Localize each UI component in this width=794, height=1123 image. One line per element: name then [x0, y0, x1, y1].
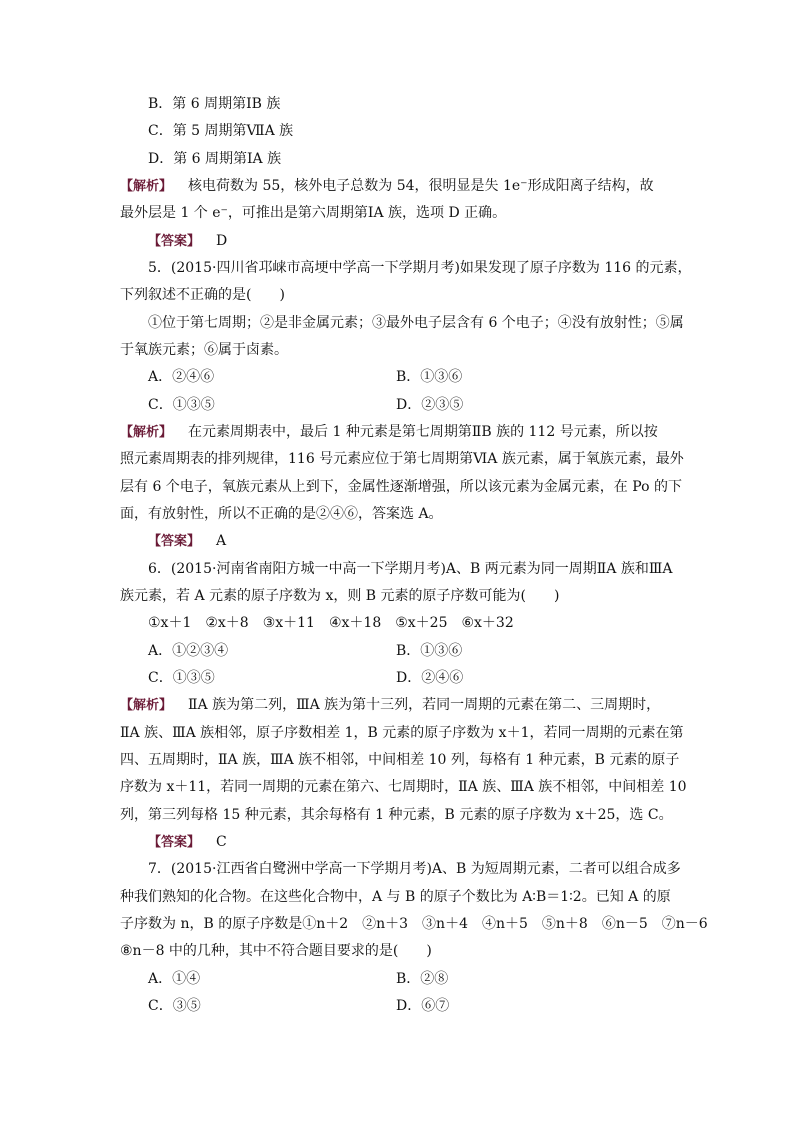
analysis-tag: 【解析】: [120, 179, 173, 194]
q4-option-b: B．第 6 周期第ⅠB 族: [148, 96, 281, 112]
q6-option-a: A．①②③④: [148, 643, 229, 659]
q5-option-b: B．①③⑥: [396, 369, 463, 385]
q5-analysis-line-2: 照元素周期表的排列规律，116 号元素应位于第七周期第ⅥA 族元素，属于氧族元素，最外: [120, 451, 684, 467]
q7-stem-line-3: 子序数为 n，B 的原子序数是①n＋2 ②n＋3 ③n＋4 ④n＋5 ⑤n＋8 ⑥n－5 ⑦n－6: [120, 916, 708, 932]
q6-stem-line-1: 6．(2015·河南省南阳方城一中高一下学期月考)A、B 两元素为同一周期ⅡA 族和ⅢA: [148, 561, 673, 577]
q5-analysis-line-3: 层有 6 个电子，氧族元素从上到下，金属性逐渐增强，所以该元素为金属元素，在 Po 的下: [120, 479, 682, 495]
q6-analysis-text-1: ⅡA 族为第二列，ⅢA 族为第十三列，若同一周期的元素在第二、三周期时，: [188, 697, 661, 713]
q5-option-d: D．②③⑤: [396, 397, 464, 413]
q4-option-c: C．第 5 周期第ⅦA 族: [148, 123, 294, 139]
q6-answer: [148, 832, 227, 853]
q5-answer: [148, 531, 226, 552]
q5-stem-line-1: 5．(2015·四川省邛崃市高埂中学高一下学期月考)如果发现了原子序数为 116 的元素，: [148, 260, 692, 276]
q4-analysis-line-2: 最外层是 1 个 e⁻，可推出是第六周期第ⅠA 族，选项 D 正确。: [120, 205, 507, 221]
q7-option-a: A．①④: [148, 971, 201, 987]
q5-stem-line-2: 下列叙述不正确的是( ): [120, 287, 285, 303]
q5-analysis-text-1: 在元素周期表中，最后 1 种元素是第七周期第ⅡB 族的 112 号元素，所以按: [188, 424, 658, 440]
q4-answer: [148, 231, 227, 252]
analysis-tag: 【解析】: [120, 698, 173, 713]
q6-option-b: B．①③⑥: [396, 643, 463, 659]
answer-tag: 【答案】: [148, 534, 201, 549]
q5-option-a: A．②④⑥: [148, 369, 215, 385]
q6-stem-line-2: 族元素，若 A 元素的原子序数为 x，则 B 元素的原子序数可能为( ): [120, 588, 560, 604]
q4-option-d: D．第 6 周期第ⅠA 族: [148, 151, 282, 167]
q7-option-c: C．③⑤: [148, 998, 201, 1014]
q7-option-b: B．②⑧: [396, 971, 449, 987]
q7-stem-line-1: 7．(2015·江西省白鹭洲中学高一下学期月考)A、B 为短周期元素，二者可以组合成多: [148, 861, 681, 877]
q7-stem-line-4: ⑧n－8 中的几种，其中不符合题目要求的是( ): [120, 943, 432, 959]
q5-analysis-line-1: [120, 422, 658, 443]
q6-analysis-line-1: [120, 695, 660, 716]
answer-tag: 【答案】: [148, 234, 201, 249]
q6-analysis-line-5: 列，第三列每格 15 种元素，其余每格有 1 种元素，B 元素的原子序数为 x＋25，选 C。: [120, 807, 673, 823]
q5-answer-value: A: [216, 533, 227, 549]
q7-option-d: D．⑥⑦: [396, 998, 450, 1014]
q4-analysis-line-1: [120, 176, 654, 197]
q4-analysis-text-1: 核电荷数为 55，核外电子总数为 54，很明显是失 1e⁻形成阳离子结构，故: [188, 178, 654, 194]
q6-option-c: C．①③⑤: [148, 670, 215, 686]
q7-stem-line-2: 种我们熟知的化合物。在这些化合物中，A 与 B 的原子个数比为 A∶B＝1∶2。已知 A 的原: [120, 889, 671, 905]
q6-option-d: D．②④⑥: [396, 670, 464, 686]
q6-answer-value: C: [216, 834, 227, 850]
analysis-tag: 【解析】: [120, 425, 173, 440]
q5-statements-line-1: ①位于第七周期；②是非金属元素；③最外电子层含有 6 个电子；④没有放射性；⑤属: [148, 315, 684, 331]
q5-analysis-line-4: 面，有放射性，所以不正确的是②④⑥，答案选 A。: [120, 506, 443, 522]
q5-statements-line-2: 于氧族元素；⑥属于卤素。: [120, 342, 288, 358]
answer-tag: 【答案】: [148, 835, 201, 850]
q4-answer-value: D: [216, 233, 228, 249]
q6-analysis-line-3: 四、五周期时，ⅡA 族，ⅢA 族不相邻，中间相差 10 列，每格有 1 种元素，B 元素的原子: [120, 752, 680, 768]
q6-analysis-line-4: 序数为 x＋11，若同一周期的元素在第六、七周期时，ⅡA 族、ⅢA 族不相邻，中间相差 10: [120, 779, 687, 795]
q5-option-c: C．①③⑤: [148, 397, 215, 413]
q6-analysis-line-2: ⅡA 族、ⅢA 族相邻，原子序数相差 1，B 元素的原子序数为 x＋1，若同一周期的元素在第: [120, 725, 684, 741]
q6-choices: ①x＋1 ②x＋8 ③x＋11 ④x＋18 ⑤x＋25 ⑥x＋32: [148, 615, 514, 631]
